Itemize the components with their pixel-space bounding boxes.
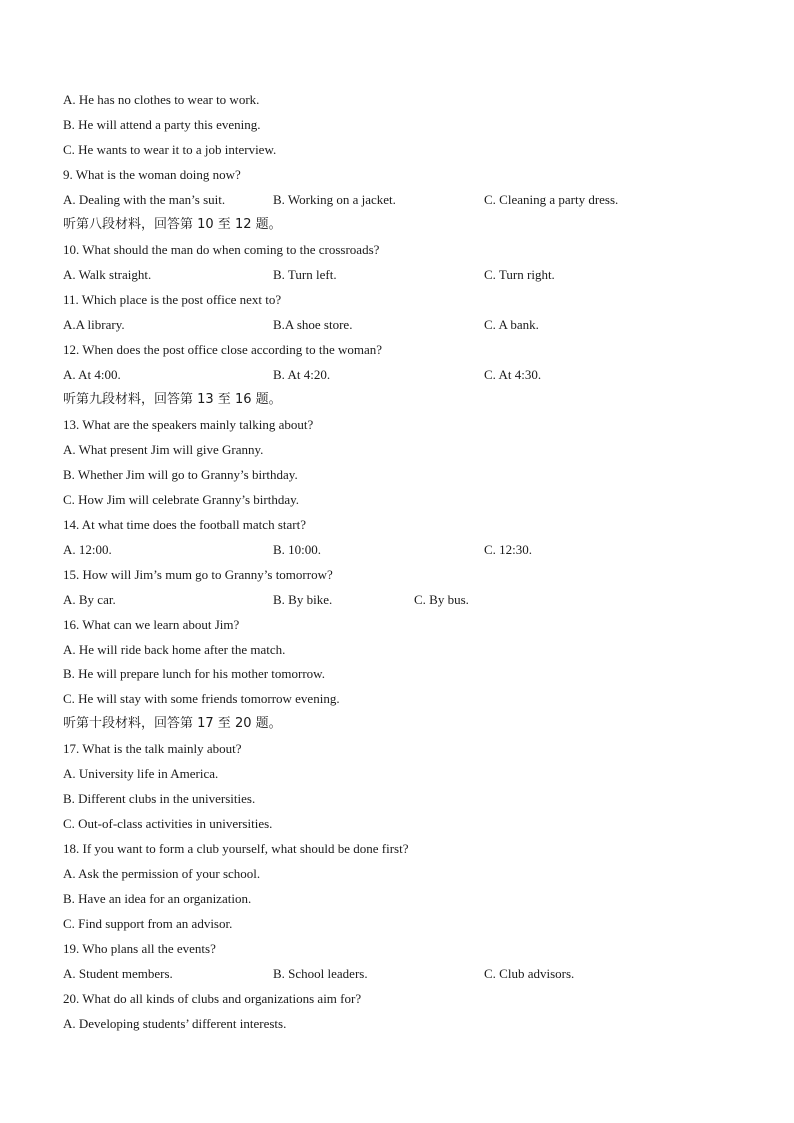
section-heading-8: 听第八段材料，回答第 10 至 12 题。 <box>63 217 282 232</box>
question-16: 16. What can we learn about Jim? <box>63 617 240 632</box>
line-16a: A. He will ride back home after the match. <box>63 642 286 657</box>
option-c: C. Club advisors. <box>484 966 575 981</box>
option-c: C. At 4:30. <box>484 367 542 382</box>
options-10 <box>63 262 763 287</box>
question-18: 18. If you want to form a club yourself, what should be done first? <box>63 841 409 856</box>
line-16c: C. He will stay with some friends tomorrow evening. <box>63 691 340 706</box>
option-c: C. Turn right. <box>484 267 555 282</box>
option-a: A. Student members. <box>63 966 173 981</box>
question-20: 20. What do all kinds of clubs and organizations aim for? <box>63 991 362 1006</box>
options-19 <box>63 961 763 986</box>
option-a: A. Dealing with the man’s suit. <box>63 192 226 207</box>
option-c: C. Cleaning a party dress. <box>484 192 619 207</box>
option-a: A. At 4:00. <box>63 367 121 382</box>
question-13: 13. What are the speakers mainly talking about? <box>63 417 314 432</box>
line-17a: A. University life in America. <box>63 766 219 781</box>
option-b: B. At 4:20. <box>273 367 331 382</box>
option-a: A. 12:00. <box>63 542 112 557</box>
option-b: B. Turn left. <box>273 267 337 282</box>
question-19: 19. Who plans all the events? <box>63 941 216 956</box>
question-15: 15. How will Jim’s mum go to Granny’s tomorrow? <box>63 567 333 582</box>
option-c: C. 12:30. <box>484 542 533 557</box>
question-11: 11. Which place is the post office next to? <box>63 292 282 307</box>
option-b: B. 10:00. <box>273 542 322 557</box>
line-17c: C. Out-of-class activities in universities. <box>63 816 273 831</box>
question-10: 10. What should the man do when coming to the crossroads? <box>63 242 380 257</box>
options-14 <box>63 537 763 562</box>
line-1: A. He has no clothes to wear to work. <box>63 92 260 107</box>
question-9: 9. What is the woman doing now? <box>63 167 241 182</box>
line-3: C. He wants to wear it to a job interview. <box>63 142 277 157</box>
option-b: B. By bike. <box>273 592 333 607</box>
options-12 <box>63 362 763 387</box>
option-a: A.A library. <box>63 317 125 332</box>
options-9 <box>63 187 763 212</box>
question-17: 17. What is the talk mainly about? <box>63 741 242 756</box>
line-16b: B. He will prepare lunch for his mother tomorrow. <box>63 666 325 681</box>
options-15 <box>63 587 763 612</box>
section-heading-10: 听第十段材料，回答第 17 至 20 题。 <box>63 716 282 731</box>
line-17b: B. Different clubs in the universities. <box>63 791 256 806</box>
option-a: A. Walk straight. <box>63 267 152 282</box>
question-12: 12. When does the post office close according to the woman? <box>63 342 383 357</box>
option-c: C. By bus. <box>414 592 469 607</box>
line-20a: A. Developing students’ different interests. <box>63 1016 287 1031</box>
options-11 <box>63 312 763 337</box>
line-13a: A. What present Jim will give Granny. <box>63 442 264 457</box>
option-b: B. Working on a jacket. <box>273 192 396 207</box>
option-b: B.A shoe store. <box>273 317 353 332</box>
line-2: B. He will attend a party this evening. <box>63 117 261 132</box>
option-a: A. By car. <box>63 592 116 607</box>
question-14: 14. At what time does the football match start? <box>63 517 306 532</box>
line-13b: B. Whether Jim will go to Granny’s birthday. <box>63 467 298 482</box>
line-18c: C. Find support from an advisor. <box>63 916 233 931</box>
section-heading-9: 听第九段材料，回答第 13 至 16 题。 <box>63 392 282 407</box>
option-c: C. A bank. <box>484 317 539 332</box>
line-18b: B. Have an idea for an organization. <box>63 891 252 906</box>
line-18a: A. Ask the permission of your school. <box>63 866 261 881</box>
option-b: B. School leaders. <box>273 966 368 981</box>
line-13c: C. How Jim will celebrate Granny’s birthday. <box>63 492 299 507</box>
